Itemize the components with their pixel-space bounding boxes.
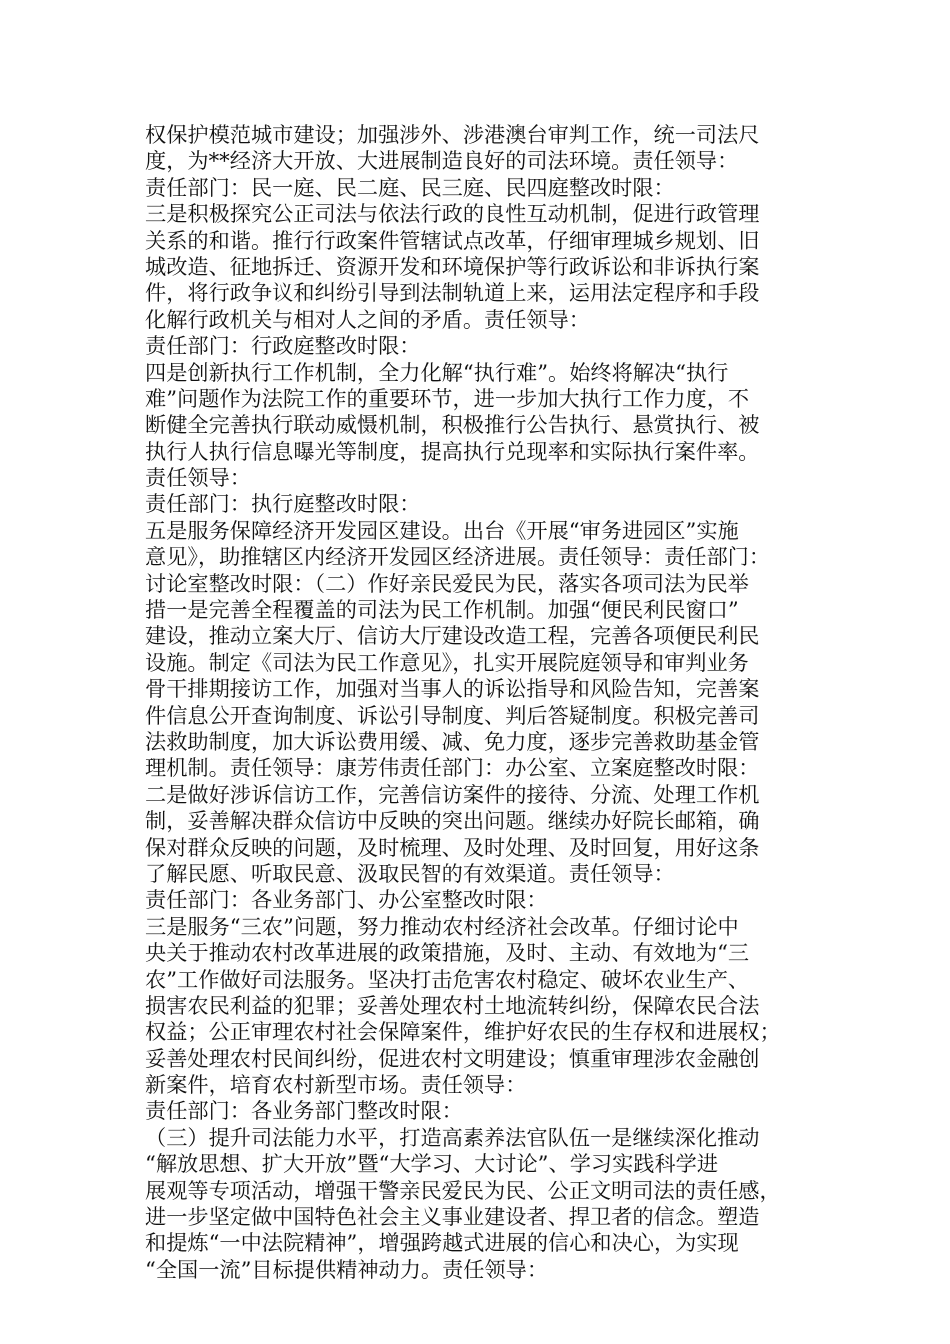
text-line: 农”工作做好司法服务。坚决打击危害农村稳定、破坏农业生产、 <box>145 966 750 992</box>
text-line: 权保护模范城市建设；加强涉外、涉港澳台审判工作，统一司法尺 <box>145 122 760 147</box>
text-line: 了解民愿、听取民意、汲取民智的有效渠道。责任领导： <box>145 860 675 886</box>
text-line: 关系的和谐。推行行政案件管辖试点改革，仔细审理城乡规划、旧 <box>145 227 760 253</box>
text-line: 责任领导： <box>145 465 251 491</box>
text-line: 城改造、征地拆迁、资源开发和环境保护等行政诉讼和非诉执行案 <box>145 253 760 279</box>
text-line: 难”问题作为法院工作的重要环节，进一步加大执行工作力度，不 <box>145 385 750 411</box>
text-line: 度，为**经济大开放、大进展制造良好的司法环境。责任领导： <box>145 148 739 174</box>
text-line: 制，妥善解决群众信访中反映的突出问题。继续办好院长邮箱，确 <box>145 808 760 834</box>
text-line: 责任部门：执行庭整改时限： <box>145 491 421 517</box>
text-line: 责任部门：各业务部门、办公室整改时限： <box>145 887 548 913</box>
text-line: 央关于推动农村改革进展的政策措施，及时、主动、有效地为“三 <box>145 940 750 966</box>
text-line: 权益；公正审理农村社会保障案件，维护好农民的生存权和进展权； <box>145 1019 781 1045</box>
text-line: 新案件，培育农村新型市场。责任领导： <box>145 1072 527 1098</box>
text-line: “全国一流”目标提供精神动力。责任领导： <box>145 1256 549 1282</box>
text-line: 讨论室整改时限：（二）作好亲民爱民为民，落实各项司法为民举 <box>145 570 749 596</box>
text-line: 建设，推动立案大厅、信访大厅建设改造工程，完善各项便民利民 <box>145 623 760 649</box>
text-line: 化解行政机关与相对人之间的矛盾。责任领导： <box>145 306 590 332</box>
document-body-text <box>145 122 805 1283</box>
text-line: 和提炼“一中法院精神”，增强跨越式进展的信心和决心，为实现 <box>145 1230 739 1256</box>
text-line: 骨干排期接访工作，加强对当事人的诉讼指导和风险告知，完善案 <box>145 676 760 702</box>
text-line: 妥善处理农村民间纠纷，促进农村文明建设；慎重审理涉农金融创 <box>145 1045 760 1071</box>
text-line: “解放思想、扩大开放”暨“大学习、大讨论”、学习实践科学进 <box>145 1151 719 1177</box>
text-line: 责任部门：行政庭整改时限： <box>145 333 421 359</box>
text-line: 展观等专项活动，增强干警亲民爱民为民、公正文明司法的责任感， <box>145 1177 781 1203</box>
text-line: （三）提升司法能力水平，打造高素养法官队伍一是继续深化推动 <box>145 1124 760 1150</box>
text-line: 三是服务“三农”问题，努力推动农村经济社会改革。仔细讨论中 <box>145 913 739 939</box>
text-line: 意见》，助推辖区内经济开发园区经济进展。责任领导：责任部门： <box>145 544 771 570</box>
text-line: 件，将行政争议和纠纷引导到法制轨道上来，运用法定程序和手段 <box>145 280 760 306</box>
text-line: 保对群众反映的问题，及时梳理、及时处理、及时回复，用好这条 <box>145 834 760 860</box>
text-line: 责任部门：各业务部门整改时限： <box>145 1098 463 1124</box>
text-line: 五是服务保障经济开发园区建设。出台《开展“审务进园区”实施 <box>145 517 739 543</box>
text-line: 断健全完善执行联动威慑机制，积极推行公告执行、悬赏执行、被 <box>145 412 760 438</box>
text-line: 责任部门：民一庭、民二庭、民三庭、民四庭整改时限： <box>145 174 675 200</box>
text-line: 二是做好涉诉信访工作，完善信访案件的接待、分流、处理工作机 <box>145 781 760 807</box>
text-line: 件信息公开查询制度、诉讼引导制度、判后答疑制度。积极完善司 <box>145 702 760 728</box>
text-line: 三是积极探究公正司法与依法行政的良性互动机制，促进行政管理 <box>145 201 760 227</box>
text-line: 进一步坚定做中国特色社会主义事业建设者、捍卫者的信念。塑造 <box>145 1204 760 1230</box>
text-line: 执行人执行信息曝光等制度，提高执行兑现率和实际执行案件率。 <box>145 438 760 464</box>
text-line: 理机制。责任领导：康芳伟责任部门：办公室、立案庭整改时限： <box>145 755 760 781</box>
text-line: 四是创新执行工作机制，全力化解“执行难”。始终将解决“执行 <box>145 359 729 385</box>
text-line: 法救助制度，加大诉讼费用缓、减、免力度，逐步完善救助基金管 <box>145 728 760 754</box>
text-line: 措一是完善全程覆盖的司法为民工作机制。加强“便民利民窗口” <box>145 597 739 623</box>
text-line: 损害农民利益的犯罪；妥善处理农村土地流转纠纷，保障农民合法 <box>145 992 760 1018</box>
text-line: 设施。制定《司法为民工作意见》，扎实开展院庭领导和审判业务 <box>145 649 749 675</box>
